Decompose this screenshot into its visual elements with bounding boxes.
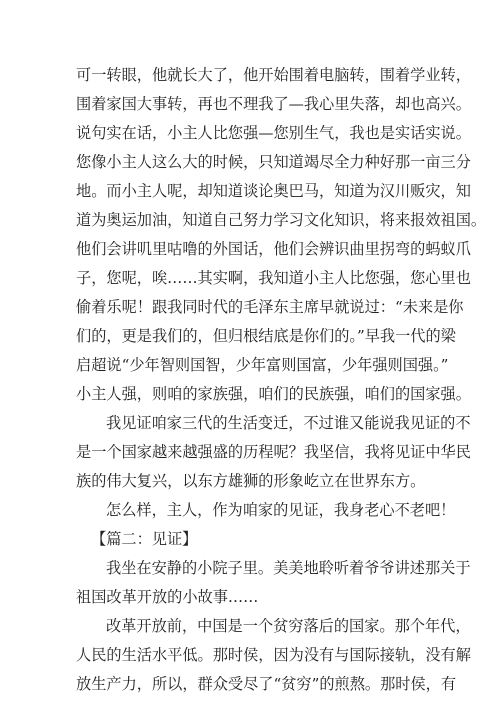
text-line: 可一转眼，他就长大了，他开始围着电脑转，围着学业转， — [76, 66, 471, 84]
text-line: 您像小主人这么大的时候，只知道竭尽全力种好那一亩三分 — [76, 153, 471, 171]
paragraph-first-line: 我坐在安静的小院子里。美美地聆听着爷爷讲述那关于 — [106, 559, 471, 577]
text-line: 小主人强，则咱的家族强，咱们的民族强，咱们的国家强。 — [76, 385, 471, 403]
text-line: 祖国改革开放的小故事…… — [76, 588, 259, 606]
text-line: 启超说“少年智则国智，少年富则国富，少年强则国强。” — [76, 356, 449, 374]
text-line: 说句实在话，小主人比您强—您别生气，我也是实话实说。 — [76, 124, 471, 142]
paragraph-first-line: 怎么样，主人，作为咱家的见证，我身老心不老吧！ — [106, 501, 456, 519]
section-heading: 【篇二：见证】 — [91, 530, 198, 548]
paragraph-first-line: 改革开放前，中国是一个贫穷落后的国家。那个年代， — [106, 617, 471, 635]
text-line: 围着家国大事转，再也不理我了—我心里失落，却也高兴。 — [76, 95, 471, 113]
text-line: 道为奥运加油，知道自己努力学习文化知识，将来报效祖国。 — [76, 211, 487, 229]
text-line: 他们会讲叽里咕噜的外国话，他们会辨识曲里拐弯的蚂蚁爪 — [76, 240, 471, 258]
text-line: 子，您呢，唉……其实啊，我知道小主人比您强，您心里也 — [76, 269, 471, 287]
text-line: 族的伟大复兴，以东方雄狮的形象屹立在世界东方。 — [76, 472, 426, 490]
text-line: 人民的生活水平低。那时侯，因为没有与国际接轨，没有解 — [76, 646, 471, 664]
text-line: 放生产力，所以，群众受尽了“贫穷”的煎熬。那时侯，有 — [76, 675, 457, 693]
text-line: 是一个国家越来越强盛的历程呢？我坚信，我将见证中华民 — [76, 443, 471, 461]
text-line: 地。而小主人呢，却知道谈论奥巴马，知道为汉川贩灾，知 — [76, 182, 471, 200]
text-line: 偷着乐呢！跟我同时代的毛泽东主席早就说过：“未来是你 — [76, 298, 464, 316]
paragraph-first-line: 我见证咱家三代的生活变迁，不过谁又能说我见证的不 — [106, 414, 471, 432]
text-line: 们的，更是我们的，但归根结底是你们的。”早我一代的梁 — [76, 327, 456, 345]
